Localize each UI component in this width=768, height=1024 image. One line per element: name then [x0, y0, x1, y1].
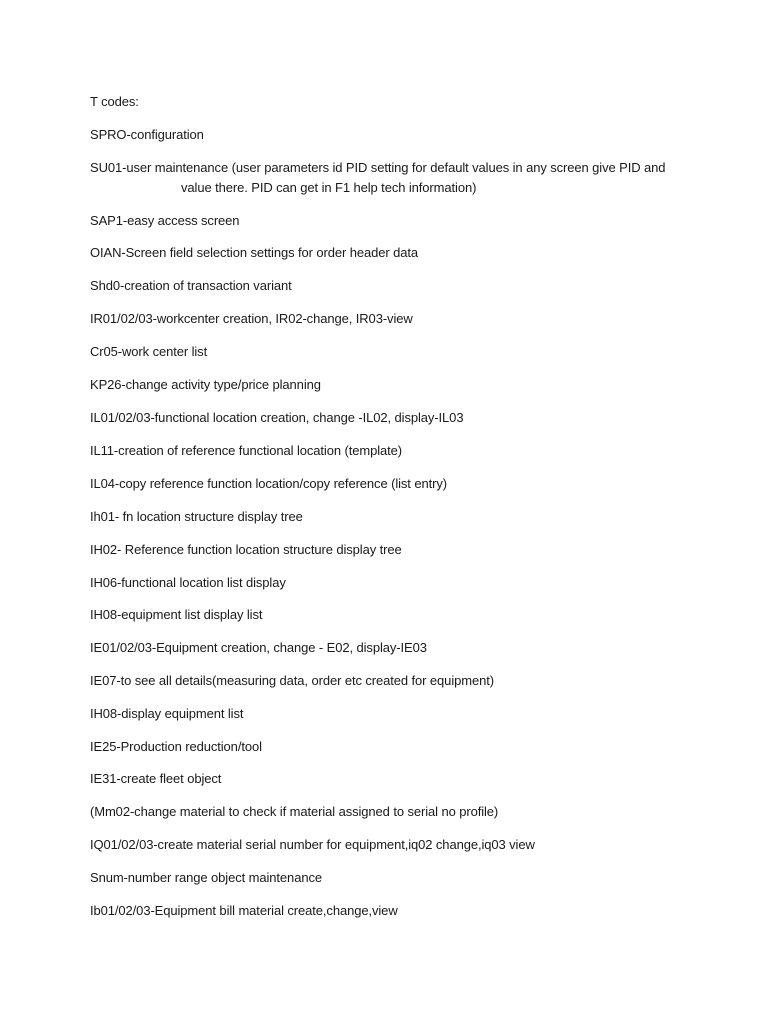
tcode-line: IL04-copy reference function location/copy reference (list entry) — [90, 476, 447, 491]
tcode-line: IQ01/02/03-create material serial number for equipment,iq02 change,iq03 view — [90, 837, 535, 852]
tcode-line: IE25-Production reduction/tool — [90, 739, 262, 754]
tcode-line: Ih01- fn location structure display tree — [90, 509, 303, 524]
tcode-line: IE31-create fleet object — [90, 771, 222, 786]
tcode-line: Shd0-creation of transaction variant — [90, 278, 292, 293]
tcode-line: SU01-user maintenance (user parameters id PID setting for default values in any screen give PID and — [90, 160, 666, 175]
tcode-line: KP26-change activity type/price planning — [90, 377, 321, 392]
tcode-line: Ib01/02/03-Equipment bill material create,change,view — [90, 903, 398, 918]
tcode-line: IH08-display equipment list — [90, 706, 244, 721]
tcode-line: SAP1-easy access screen — [90, 213, 240, 228]
tcode-line: IE01/02/03-Equipment creation, change - E02, display-IE03 — [90, 640, 427, 655]
tcode-line: IH02- Reference function location structure display tree — [90, 542, 402, 557]
tcode-line-continuation: value there. PID can get in F1 help tech information) — [181, 180, 477, 195]
tcode-line: (Mm02-change material to check if material assigned to serial no profile) — [90, 804, 499, 819]
heading-t-codes: T codes: — [90, 94, 139, 109]
tcode-line: Snum-number range object maintenance — [90, 870, 322, 885]
tcode-line: IL01/02/03-functional location creation, change -IL02, display-IL03 — [90, 410, 464, 425]
tcode-line: IH06-functional location list display — [90, 575, 286, 590]
tcode-line: IR01/02/03-workcenter creation, IR02-change, IR03-view — [90, 311, 413, 326]
tcode-line: OIAN-Screen field selection settings for order header data — [90, 245, 419, 260]
tcode-line: IL11-creation of reference functional location (template) — [90, 443, 403, 458]
tcode-line: SPRO-configuration — [90, 127, 204, 142]
tcode-line: IE07-to see all details(measuring data, order etc created for equipment) — [90, 673, 494, 688]
tcode-line: IH08-equipment list display list — [90, 607, 263, 622]
tcode-line: Cr05-work center list — [90, 344, 208, 359]
